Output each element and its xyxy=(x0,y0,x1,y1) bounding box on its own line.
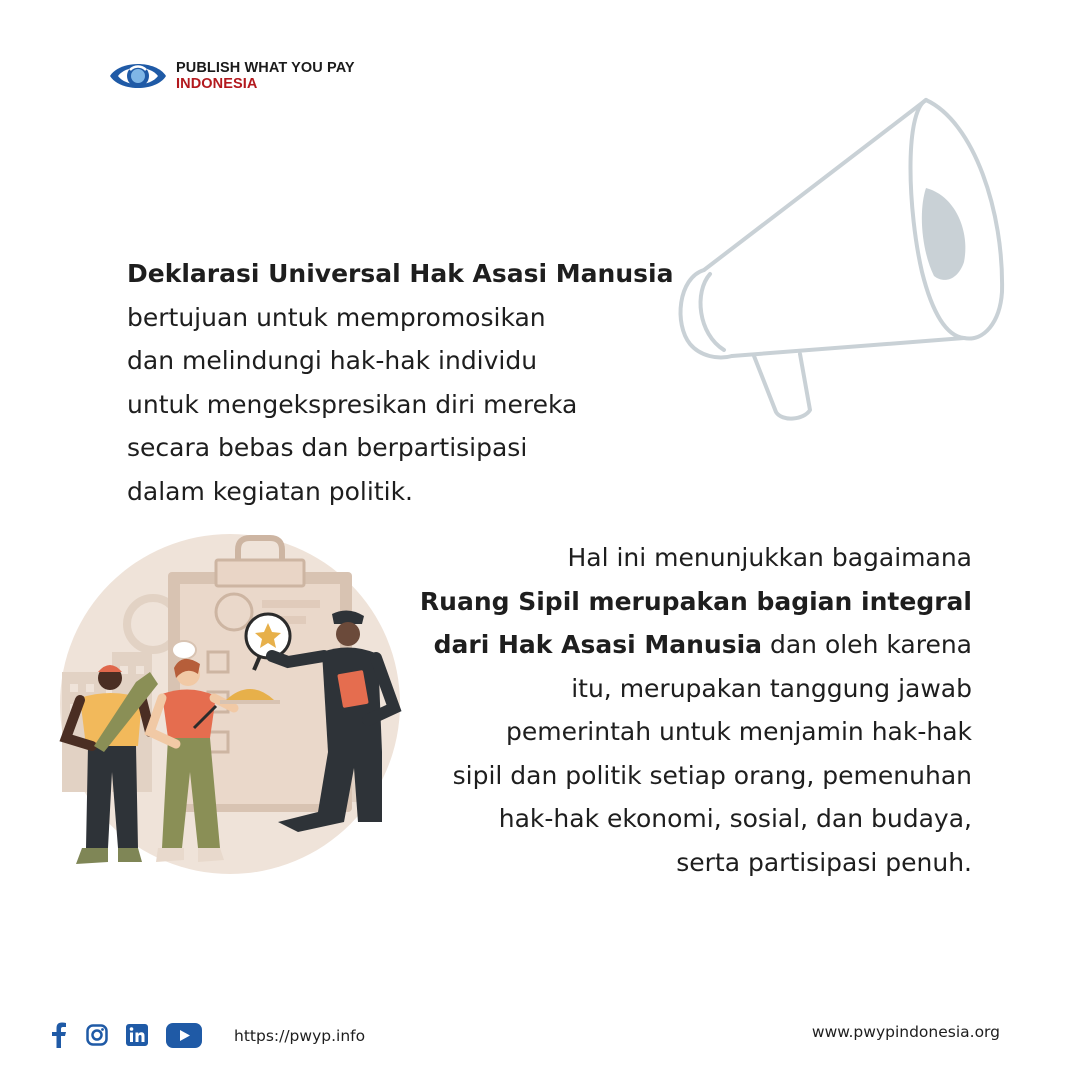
declaration-title: Deklarasi Universal Hak Asasi Manusia xyxy=(127,259,674,288)
civic-line: pemerintah untuk menjamin hak-hak xyxy=(506,717,972,746)
intro-paragraph xyxy=(127,252,687,513)
intro-line: dalam kegiatan politik. xyxy=(127,476,413,506)
footer-website-link[interactable]: www.pwypindonesia.org xyxy=(811,1023,1000,1041)
eye-logo-icon xyxy=(108,58,168,94)
civic-line: dan oleh karena xyxy=(762,630,972,659)
civic-space-paragraph xyxy=(372,536,972,884)
civic-line: serta partisipasi penuh. xyxy=(676,847,972,877)
footer-url-link[interactable]: https://pwyp.info xyxy=(234,1027,366,1045)
megaphone-icon xyxy=(664,92,1024,432)
brand-line1: PUBLISH WHAT YOU PAY xyxy=(176,60,355,76)
brand-name xyxy=(176,60,355,92)
brand-line2: INDONESIA xyxy=(176,76,258,92)
civic-bold-phrase: dari Hak Asasi Manusia xyxy=(433,630,763,659)
linkedin-icon[interactable] xyxy=(126,1024,148,1046)
intro-line: bertujuan untuk mempromosikan xyxy=(127,302,546,332)
brand-logo xyxy=(108,58,355,94)
civic-workers-illustration xyxy=(58,532,403,877)
intro-line: dan melindungi hak-hak individu xyxy=(127,346,538,375)
civic-line: hak-hak ekonomi, sosial, dan budaya, xyxy=(498,804,972,833)
civic-line: sipil dan politik setiap orang, pemenuhan xyxy=(452,760,972,790)
civic-line: itu, merupakan tanggung jawab xyxy=(571,673,972,703)
intro-line: secara bebas dan berpartisipasi xyxy=(127,433,528,462)
facebook-icon[interactable] xyxy=(50,1022,68,1048)
intro-line: untuk mengekspresikan diri mereka xyxy=(127,389,578,419)
social-links xyxy=(50,1022,220,1048)
civic-bold-line: Ruang Sipil merupakan bagian integral xyxy=(419,586,972,616)
youtube-icon[interactable] xyxy=(166,1023,202,1048)
civic-line: Hal ini menunjukkan bagaimana xyxy=(567,543,972,572)
instagram-icon[interactable] xyxy=(86,1024,108,1046)
